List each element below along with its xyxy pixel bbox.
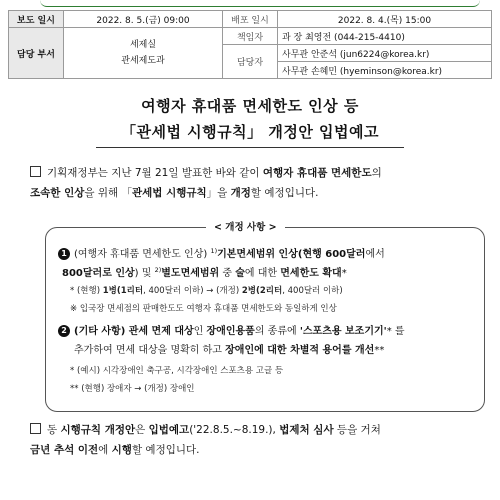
closing-t3: 은 — [135, 424, 149, 436]
title-line1: 여행자 휴대품 면세한도 인상 등 — [141, 97, 359, 115]
item2-a: (기타 사항) 관세 면제 대상 — [74, 326, 194, 337]
intro-t8: 개정 — [230, 187, 251, 199]
intro-t6: 관세법 시행규칙 — [131, 187, 207, 199]
note1-b: 1병(1리터 — [102, 286, 144, 296]
item1-e: ) 및 — [134, 268, 155, 279]
item2-line1 — [58, 322, 483, 341]
press-release-header-table — [8, 10, 492, 79]
item2-line2 — [74, 341, 499, 360]
closing-t6: 법제처 심사 — [279, 424, 334, 436]
circled-number-2-icon: 2 — [58, 325, 70, 337]
item1-j: 면세한도 확대 — [280, 268, 342, 279]
circled-number-1-icon: 1 — [58, 248, 70, 260]
item1-b: 기본면세범위 인상(현행 600달러 — [217, 249, 366, 260]
closing-t9: 에 — [98, 444, 112, 456]
note1-c: , 400달러 이하) → (개정) — [143, 286, 242, 296]
dept-label: 담당 부서 — [9, 28, 64, 79]
note1 — [70, 282, 495, 301]
note1-e: , 400달러 이하) — [282, 286, 343, 296]
item1-i: 에 대한 — [244, 268, 281, 279]
intro-t3: 의 — [371, 167, 382, 179]
staff2: 사무관 손혜민 (hyeminson@korea.kr) — [278, 62, 492, 79]
note2: ※ 입국장 면세점의 판매한도도 여행자 휴대품 면세한도와 동일하게 인상 — [70, 304, 337, 314]
item1-line2 — [62, 261, 487, 283]
item1-h: 술 — [235, 268, 245, 279]
item1-c: 에서 — [365, 249, 385, 260]
staff1: 사무관 안준석 (jun6224@korea.kr) — [278, 45, 492, 62]
item1-k: * — [341, 268, 347, 279]
item1-sup2: 2) — [154, 266, 162, 274]
panel-title: < 개정 사항 > — [206, 219, 285, 233]
item1-f: 별도면세범위 — [161, 268, 220, 279]
dept-line2: 관세제도과 — [121, 56, 165, 66]
closing-t4: 입법예고 — [148, 424, 190, 436]
closing-t8: 금년 추석 이전 — [30, 444, 99, 456]
note1-d: 2병(2리터 — [241, 286, 283, 296]
dept-value — [64, 28, 223, 79]
closing-t11: 할 예정입니다. — [131, 444, 200, 456]
item2-g: 추가하여 면세 대상을 명확히 하고 — [74, 345, 226, 356]
top-decoration — [0, 0, 500, 10]
item1-d: 800달러로 인상 — [62, 268, 135, 279]
item2-b: 인 — [193, 326, 207, 337]
checkbox-icon — [30, 166, 41, 177]
resp-label: 책임자 — [223, 28, 278, 45]
intro-t9: 할 예정입니다. — [250, 187, 319, 199]
closing-paragraph — [30, 420, 485, 460]
note1-a: * (현행) — [70, 286, 103, 296]
item2-h: 장애인에 대한 차별적 용어를 개선 — [225, 345, 375, 356]
note4: ** (현행) 장애자 → (개정) 장애인 — [70, 384, 195, 394]
closing-t1: 동 — [47, 424, 61, 436]
intro-t1: 기획재정부는 지난 7월 21일 발표한 바와 같이 — [47, 167, 263, 179]
closing-t5: ('22.8.5.~8.19.), — [189, 424, 280, 436]
dist-value: 2022. 8. 4.(목) 15:00 — [278, 11, 492, 28]
closing-t10: 시행 — [111, 444, 132, 456]
closing-t2: 시행규칙 개정안 — [60, 424, 136, 436]
intro-t7: 」을 — [206, 187, 231, 199]
item2-f: * 를 — [386, 326, 405, 337]
intro-t2: 여행자 휴대품 면세한도 — [262, 167, 372, 179]
staff-label: 담당자 — [223, 45, 278, 79]
intro-t5: 을 위해 「 — [84, 187, 132, 199]
item1-sup1: 1) — [210, 247, 218, 255]
item2-e: '스포츠용 보조기기' — [299, 326, 387, 337]
item2-d: 의 종류에 — [254, 326, 300, 337]
dept-line1: 세제실 — [129, 40, 157, 50]
intro-t4: 조속한 인상 — [30, 187, 85, 199]
item1-g: 중 — [219, 268, 236, 279]
item1-a: (여행자 휴대품 면세한도 인상) — [74, 249, 211, 260]
item2-c: 장애인용품 — [206, 326, 255, 337]
title-line2: 「관세법 시행규칙」 개정안 입법예고 — [120, 123, 380, 141]
release-label: 보도 일시 — [9, 11, 64, 28]
release-value: 2022. 8. 5.(금) 09:00 — [64, 11, 223, 28]
intro-paragraph — [30, 163, 485, 203]
title-underline — [96, 147, 404, 148]
item2-i: ** — [374, 345, 385, 356]
resp-value: 과 장 최영전 (044-215-4410) — [278, 28, 492, 45]
dist-label: 배포 일시 — [223, 11, 278, 28]
checkbox-icon — [30, 423, 41, 434]
note3: * (예시) 시각장애인 축구공, 시각장애인 스포츠용 고글 등 — [70, 366, 284, 376]
closing-t7: 등을 거쳐 — [333, 424, 381, 436]
